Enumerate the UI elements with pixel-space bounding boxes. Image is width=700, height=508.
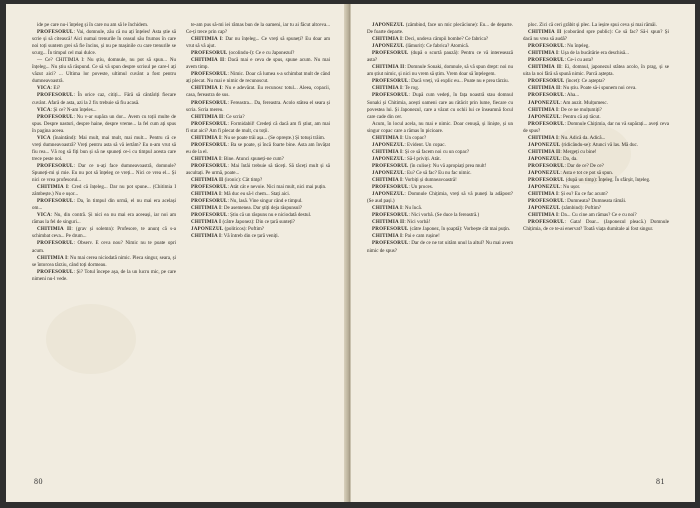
speaker-name: PROFESORUL bbox=[37, 198, 74, 205]
speaker-name: PROFESORUL bbox=[528, 177, 565, 184]
dialogue-line bbox=[523, 78, 669, 85]
speaker-name: PROFESORUL bbox=[191, 198, 228, 205]
dialogue-line bbox=[523, 170, 669, 177]
dialogue-line bbox=[32, 255, 176, 269]
dialogue-text: : Mă duc eu să-l chem... Stați aici. bbox=[221, 191, 291, 198]
dialogue-text: : Un proces. bbox=[408, 184, 434, 191]
dialogue-text: : Vai, domnule, zău că nu ați înțeles! Asta știe să scrie și să citească! Aici numai trenurile în ceasul său frumos în care noi toți suntem grei să fie încins, și nu pe mașinile cu care trenurile se scurg... În timpul cel mai dulce. bbox=[32, 29, 176, 57]
speaker-name: CHITIMIA II bbox=[528, 148, 561, 155]
dialogue-line bbox=[186, 57, 330, 71]
right-page bbox=[350, 4, 695, 502]
dialogue-text: : Nu. Adică da. Adică... bbox=[558, 134, 606, 141]
dialogue-line bbox=[32, 163, 176, 184]
dialogue-line bbox=[367, 149, 513, 156]
speaker-name: JAPONEZUL bbox=[191, 226, 224, 233]
speaker-name: JAPONEZUL bbox=[528, 141, 561, 148]
dialogue-text: : Dacă mai e ceva de spus, spune acum. Nu mai avem timp. bbox=[186, 57, 330, 71]
speaker-name: PROFESORUL bbox=[372, 92, 409, 99]
dialogue-text: : Mai întâi trebuie să tăceți. Să tăceți mult și să ascultați. Pe urmă, poate... bbox=[186, 162, 330, 176]
dialogue-line bbox=[186, 205, 330, 212]
speaker-name: PROFESORUL bbox=[528, 219, 565, 226]
speaker-name: JAPONEZUL bbox=[528, 184, 561, 191]
dialogue-line bbox=[32, 22, 176, 29]
dialogue-text: : De ce ne mulțumiți? bbox=[558, 106, 602, 113]
dialogue-text: : Ei, domnul, japonezul stătea acolo, în prag, și se uita la noi fără să spună nimic. Parcă aștepta. bbox=[523, 64, 669, 78]
speaker-name: CHITIMIA II bbox=[528, 64, 562, 71]
page-number-right: 81 bbox=[656, 477, 665, 486]
speaker-name: JAPONEZUL bbox=[528, 169, 561, 176]
dialogue-text: : Deci, undeva câmpii bombe? Ce fabrica? bbox=[402, 36, 489, 43]
dialogue-line bbox=[523, 163, 669, 170]
speaker-name: PROFESORUL bbox=[191, 162, 228, 169]
dialogue-text: : Nu mai cerea niciodată nimic. Pleca singur, seara, și se întorcea târziu, când toți dormeau. bbox=[32, 254, 176, 268]
speaker-name: CHITIMIA I bbox=[372, 134, 403, 141]
dialogue-text: (ocolindu-l): Ce e cu Japonezul? bbox=[227, 50, 295, 57]
speaker-name: PROFESORUL bbox=[372, 50, 409, 57]
speaker-name: CHITIMIA II bbox=[191, 113, 224, 120]
dialogue-text: : Și eu? Eu ce fac acum? bbox=[558, 191, 608, 198]
dialogue-line bbox=[367, 156, 513, 163]
dialogue-line bbox=[32, 212, 176, 226]
dialogue-text: : Să-l priviți. Atât. bbox=[404, 155, 441, 162]
dialogue-text: : Ei? bbox=[50, 85, 61, 92]
dialogue-line bbox=[367, 170, 513, 177]
speaker-name: JAPONEZUL bbox=[372, 43, 405, 50]
speaker-name: CHITIMIA I bbox=[372, 205, 403, 212]
dialogue-line bbox=[186, 85, 330, 99]
speaker-name: PROFESORUL bbox=[191, 212, 228, 219]
speaker-name: VICA bbox=[37, 85, 51, 92]
speaker-name: PROFESORUL bbox=[528, 162, 565, 169]
dialogue-line bbox=[523, 22, 669, 29]
dialogue-line bbox=[186, 226, 330, 233]
dialogue-line bbox=[186, 71, 330, 85]
speaker-name: CHITIMIA I bbox=[372, 177, 403, 184]
dialogue-text: : Domnule Chițimia, vreți să vă puneți la adăpost? (Se aud pași.) bbox=[367, 191, 513, 205]
speaker-name: JAPONEZUL bbox=[528, 113, 561, 120]
dialogue-line bbox=[523, 92, 669, 99]
dialogue-text: : Nu ușor. bbox=[560, 184, 581, 191]
dialogue-text: : În orice caz, citiți... Fără să cântăriți fiecare cuvânt. Afară de asta, azi la 2 fix trebuie să fiu acasă. bbox=[32, 92, 176, 106]
speaker-name: PROFESORUL bbox=[528, 120, 565, 127]
dialogue-text: : Și ce? N-am înțeles... bbox=[50, 106, 97, 113]
speaker-name: PROFESORUL bbox=[191, 141, 228, 148]
dialogue-line bbox=[186, 50, 330, 57]
speaker-name: VICA bbox=[37, 106, 51, 113]
speaker-name: JAPONEZUL bbox=[528, 155, 561, 162]
speaker-name: VICA bbox=[37, 134, 51, 141]
right-page-columns bbox=[367, 22, 669, 464]
speaker-name: PROFESORUL bbox=[191, 71, 228, 78]
dialogue-text: (încet): Ce aștepta? bbox=[564, 78, 605, 85]
dialogue-line bbox=[186, 156, 330, 163]
dialogue-text: (coborând spre public): Ce să fac? Să-i spun? Și dacă nu vrea să audă? bbox=[523, 29, 669, 43]
speaker-name: VICA bbox=[37, 212, 51, 219]
dialogue-line bbox=[367, 50, 513, 64]
speaker-name: CHITIMIA I bbox=[528, 212, 559, 219]
dialogue-text: : Da, da. bbox=[560, 155, 578, 162]
speaker-name: CHITIMIA I bbox=[372, 233, 403, 240]
dialogue-line bbox=[32, 92, 176, 106]
dialogue-text: : Un copac? bbox=[402, 134, 427, 141]
dialogue-text: : Eu? Ce să fac? Eu nu fac nimic. bbox=[404, 169, 472, 176]
dialogue-line bbox=[367, 226, 513, 233]
dialogue-line bbox=[186, 121, 330, 135]
dialogue-line bbox=[523, 85, 669, 92]
page-number-left: 80 bbox=[34, 477, 43, 486]
dialogue-line bbox=[32, 240, 176, 254]
dialogue-text: : Nu v-ar supăra un dor... Avem cu toții multe de spus. Despre nasturi, despre haine, despre vreme... la fel cum ați spus în pagina aceea. bbox=[32, 113, 176, 134]
dialogue-line bbox=[523, 219, 669, 233]
dialogue-text: : Nu se poate trăi așa... (Se oprește.) Și totuși trăim. bbox=[221, 134, 326, 141]
dialogue-text: : Și? Totul începe așa, de la un lucru mic, pe care nimeni nu-l vede. bbox=[32, 268, 176, 282]
dialogue-line bbox=[523, 205, 669, 212]
dialogue-text: Acum, în locul acela, nu mai e nimic. Doar cenușă, și liniște, și un singur copac care a rămas în picioare. bbox=[367, 120, 513, 134]
speaker-name: PROFESORUL bbox=[37, 92, 74, 99]
dialogue-line bbox=[32, 107, 176, 114]
dialogue-line bbox=[523, 156, 669, 163]
speaker-name: CHITIMIA I bbox=[191, 219, 222, 226]
speaker-name: JAPONEZUL bbox=[372, 191, 405, 198]
left-page-columns bbox=[32, 22, 330, 464]
dialogue-text: te-am pus să-mi iei rămas bun de la oameni, iar tu ai făcut altceva... Ce-ți trece prin cap? bbox=[186, 22, 330, 36]
dialogue-line bbox=[367, 78, 513, 85]
dialogue-line bbox=[367, 64, 513, 78]
speaker-name: CHITIMIA II bbox=[528, 29, 562, 36]
dialogue-text: : Dar ce n-ați face dumneavoastră, domnule? Spuneți-mi și mie. Eu nu pot să înțeleg ce vreți... Nici ce vrea el... Și nici ce vrea profesorul... bbox=[32, 162, 176, 184]
dialogue-text: (după o scurtă pauză): Pentru ce vă interesează asta? bbox=[367, 50, 513, 64]
dialogue-text: : Atât cât e nevoie. Nici mai mult, nici mai puțin. bbox=[227, 184, 327, 191]
speaker-name: PROFESORUL bbox=[191, 184, 228, 191]
speaker-name: CHITIMIA I bbox=[191, 85, 222, 92]
dialogue-line bbox=[523, 135, 669, 142]
dialogue-text: : Gata! Doar... (Japonezul pleacă.) Domnule Chițimia, de ce te-ai enervat? Toată viața dumitale ai fost singur. bbox=[523, 219, 669, 233]
dialogue-text: : Nici vorbă. (Se duce la fereastră.) bbox=[408, 212, 480, 219]
dialogue-text: : Dar de ce ne tot uităm unul la altul? Nu mai avem nimic de spus? bbox=[367, 240, 513, 254]
speaker-name: PROFESORUL bbox=[372, 162, 409, 169]
dialogue-text: : Formidabil! Credeți că dacă am fi știut, am mai fi stat aici? Am fi plecat de mult, cu toții. bbox=[186, 120, 330, 134]
speaker-name: CHITIMIA I bbox=[372, 85, 403, 92]
dialogue-line bbox=[523, 107, 669, 114]
dialogue-line bbox=[367, 212, 513, 219]
speaker-name: CHITIMIA II bbox=[37, 226, 72, 233]
dialogue-text: : Vă întreb din ce țară veniți. bbox=[221, 233, 279, 240]
dialogue-text: : Vorbiți și dumneavoastră! bbox=[402, 177, 457, 184]
left-page bbox=[6, 4, 347, 502]
dialogue-text: ide pe care nu-i înțeleg și în care nu am să le închidem. bbox=[37, 22, 149, 28]
dialogue-text: : Observ. E ceva nou? Nimic nu te poate opri acum. bbox=[32, 240, 176, 254]
dialogue-line bbox=[367, 191, 513, 205]
dialogue-text: : Știu că un răspuns nu e niciodată destul. bbox=[227, 212, 312, 219]
dialogue-text: : Domnule Sonaki, domnule, să vă spun drept: noi nu am știut nimic, și nici nu vrem să știm. Vrem doar să înțelegem. bbox=[367, 64, 513, 78]
dialogue-line bbox=[367, 92, 513, 120]
speaker-name: JAPONEZUL bbox=[528, 205, 561, 212]
dialogue-line bbox=[523, 57, 669, 64]
dialogue-line bbox=[32, 135, 176, 163]
speaker-name: PROFESORUL bbox=[37, 162, 74, 169]
dialogue-text: : Nu e adevărat. Eu recunosc totul... Aleea, copacii, casa, fereastra de sus. bbox=[186, 85, 330, 99]
dialogue-line bbox=[186, 198, 330, 205]
dialogue-text: (politicos): Poftim? bbox=[223, 226, 265, 233]
speaker-name: PROFESORUL bbox=[372, 212, 409, 219]
dialogue-text: : Da... Cu cine am rămas? Ce e cu noi? bbox=[558, 212, 637, 219]
dialogue-text: : Evident. Un copac. bbox=[404, 141, 446, 148]
speaker-name: PROFESORUL bbox=[37, 268, 74, 275]
dialogue-line bbox=[32, 57, 176, 85]
dialogue-text: : (grav și solemn): Profesore, te anunț că s-a schimbat ceva... Pe drum... bbox=[32, 226, 176, 240]
dialogue-text: (către Japonez, în șoaptă): Vorbește cât mai puțin. bbox=[408, 226, 511, 233]
speaker-name: JAPONEZUL bbox=[372, 141, 405, 148]
dialogue-text: : Cred că înțeleg... Dar nu pot spune... (Chitimia I zâmbește.) Nu e ușor... bbox=[32, 184, 176, 198]
dialogue-text: : Ce scria? bbox=[223, 113, 245, 120]
dialogue-line bbox=[32, 114, 176, 135]
right-column-2 bbox=[523, 22, 669, 464]
dialogue-text: (după un timp): Înțeleg. În sfârșit, înțeleg. bbox=[564, 177, 651, 184]
dialogue-line bbox=[523, 121, 669, 135]
dialogue-line bbox=[186, 100, 330, 114]
dialogue-line bbox=[186, 22, 330, 36]
dialogue-line bbox=[32, 198, 176, 212]
speaker-name: PROFESORUL bbox=[37, 240, 74, 247]
speaker-name: PROFESORUL bbox=[372, 78, 409, 85]
dialogue-line bbox=[367, 233, 513, 240]
dialogue-line bbox=[32, 269, 176, 283]
speaker-name: PROFESORUL bbox=[372, 226, 409, 233]
dialogue-text: (în culise): Nu vă apropiați prea mult! bbox=[408, 162, 487, 169]
dialogue-text: : Dar de ce? De ce? bbox=[564, 162, 604, 169]
speaker-name: CHITIMIA I bbox=[191, 205, 222, 212]
dialogue-text: : Pai e cam rușine! bbox=[402, 233, 440, 240]
dialogue-line bbox=[186, 135, 330, 142]
dialogue-text: (zâmbind, face un mic plecăciune): Eu... de departe. De foarte departe. bbox=[367, 22, 513, 36]
dialogue-line bbox=[523, 50, 669, 57]
dialogue-line bbox=[367, 240, 513, 254]
dialogue-text: : Pentru că ați tăcut. bbox=[560, 113, 601, 120]
dialogue-text: (zâmbind): Poftim? bbox=[560, 205, 602, 212]
speaker-name: JAPONEZUL bbox=[528, 99, 561, 106]
speaker-name: JAPONEZUL bbox=[372, 22, 405, 28]
speaker-name: CHITIMIA I bbox=[191, 134, 222, 141]
dialogue-text: : Fereastra... Da, fereastra. Acolo stătea el seara și scria. Scria mereu. bbox=[186, 99, 330, 113]
dialogue-line bbox=[523, 177, 669, 184]
dialogue-line bbox=[523, 142, 669, 149]
speaker-name: PROFESORUL bbox=[191, 50, 228, 57]
dialogue-line bbox=[186, 184, 330, 191]
speaker-name: PROFESORUL bbox=[37, 29, 74, 36]
dialogue-text: : Nimic. Doar că lumea s-a schimbat mult de când ați plecat. Nu mai e nimic de recunoscut. bbox=[186, 71, 330, 85]
dialogue-line bbox=[523, 64, 669, 78]
dialogue-text: (către Japonez): Din ce țară sunteți? bbox=[221, 219, 295, 226]
dialogue-line bbox=[523, 149, 669, 156]
dialogue-line bbox=[367, 22, 513, 36]
left-column-1 bbox=[32, 22, 176, 464]
dialogue-text: : Nici vorbă! bbox=[404, 219, 431, 226]
dialogue-text: (ridicându-se): Atunci vă las. Mă duc. bbox=[560, 141, 639, 148]
speaker-name: PROFESORUL bbox=[528, 78, 565, 85]
speaker-name: CHITIMIA I bbox=[191, 191, 222, 198]
speaker-name: PROFESORUL bbox=[372, 184, 409, 191]
speaker-name: CHITIMIA I bbox=[528, 191, 559, 198]
dialogue-text: : Dacă vreți, vă explic eu... Poate nu e prea târziu. bbox=[408, 78, 509, 85]
speaker-name: CHITIMIA I bbox=[372, 36, 403, 43]
dialogue-text: : Și ce să facem noi cu un copac? bbox=[402, 148, 470, 155]
speaker-name: PROFESORUL bbox=[528, 57, 565, 64]
speaker-name: CHITIMIA I bbox=[528, 134, 559, 141]
speaker-name: CHITIMIA I bbox=[528, 106, 559, 113]
dialogue-line bbox=[523, 100, 669, 107]
dialogue-text: : După cum vedeți, în fața noastră stau domnul Sonaki și Chitimia, acești oameni care au rătăcit prin lume, fiecare cu povestea lui. Și Japonezul, care a văzut cu ochii lui ce înseamnă focul care cade din cer. bbox=[367, 92, 513, 120]
speaker-name: CHITIMIA II bbox=[372, 64, 405, 71]
dialogue-line bbox=[367, 135, 513, 142]
dialogue-text: : Da, în timpul din urmă, el nu mai era același om... bbox=[32, 198, 176, 212]
speaker-name: JAPONEZUL bbox=[372, 155, 405, 162]
speaker-name: PROFESORUL bbox=[191, 120, 228, 127]
speaker-name: CHITIMIA I bbox=[37, 184, 69, 191]
dialogue-line bbox=[523, 114, 669, 121]
dialogue-text: (ironic): Cât timp? bbox=[223, 177, 263, 184]
dialogue-line bbox=[367, 142, 513, 149]
dialogue-text: : Nu, lasă. Vine singur când e timpul. bbox=[227, 198, 303, 205]
dialogue-text: ploc. Zici că ceri grâbit și plec. La ieșire spui ceva și mai rămâi. bbox=[528, 22, 657, 28]
dialogue-text: : Ba se poate, și încă foarte bine. Asta am învățat eu de la el. bbox=[186, 141, 330, 155]
dialogue-text: : Ușa de la bucătărie era deschisă... bbox=[558, 50, 629, 57]
speaker-name: CHITIMIA I bbox=[191, 36, 222, 43]
speaker-name: CHITIMIA I bbox=[191, 233, 222, 240]
speaker-name: CHITIMIA II bbox=[372, 219, 405, 226]
left-column-2 bbox=[186, 22, 330, 464]
dialogue-text: : Bine. Atunci spuneți-ne cum? bbox=[221, 155, 284, 162]
dialogue-line bbox=[186, 233, 330, 240]
dialogue-line bbox=[186, 163, 330, 177]
dialogue-text: : Dumneata? Dumneata rămâi. bbox=[564, 198, 627, 205]
dialogue-line bbox=[32, 184, 176, 198]
dialogue-text: : Nu, din contră. Și nici ea nu mai era aceeași, iar noi am rămas la fel de singuri... bbox=[32, 212, 176, 226]
dialogue-text: : Nu înțeleg. bbox=[564, 43, 590, 50]
speaker-name: CHITIMIA I bbox=[372, 148, 403, 155]
dialogue-text: : Nu știu. Poate să-i spunem noi ceva. bbox=[560, 85, 637, 92]
speaker-name: PROFESORUL bbox=[372, 240, 409, 247]
dialogue-line bbox=[32, 29, 176, 57]
dialogue-line bbox=[186, 142, 330, 156]
speaker-name: PROFESORUL bbox=[528, 43, 565, 50]
right-column-1 bbox=[367, 22, 513, 464]
speaker-name: PROFESORUL bbox=[528, 92, 565, 99]
dialogue-text: : Te rog. bbox=[402, 85, 419, 92]
dialogue-line bbox=[186, 177, 330, 184]
dialogue-line bbox=[367, 184, 513, 191]
dialogue-line bbox=[523, 43, 669, 50]
speaker-name: CHITIMIA II bbox=[528, 85, 561, 92]
speaker-name: CHITIMIA I bbox=[528, 50, 559, 57]
dialogue-text: — Ce? CHITIMIA I: Nu știu, domnule, nu pot să spun... Nu înțeleg... Nu știu să răspund. Ce să vă spun despre scrisul pe care-l ați văzut aici? ... Ultima lor poveste, ultimul cuvânt a fost pentru dumneavoastră. bbox=[32, 57, 176, 85]
dialogue-text: : Aha... bbox=[564, 92, 580, 99]
dialogue-line bbox=[367, 163, 513, 170]
speaker-name: PROFESORUL bbox=[528, 198, 565, 205]
dialogue-text: : Dar nu înțeleg... Ce vreți să spuneți? Eu doar am vrut să vă ajut. bbox=[186, 36, 330, 50]
dialogue-text: (lămurit): Ce fabrica? Atomică. bbox=[404, 43, 469, 50]
dialogue-line bbox=[186, 36, 330, 50]
dialogue-text: : Am auzit. Mulțumesc. bbox=[560, 99, 608, 106]
dialogue-text: : Nu încă. bbox=[402, 205, 422, 212]
dialogue-line bbox=[32, 226, 176, 240]
dialogue-text: : Domnule Chițimia, dar nu vă supărați... aveți ceva de spus? bbox=[523, 120, 669, 134]
speaker-name: CHITIMIA I bbox=[191, 155, 222, 162]
dialogue-text: : Mergeți cu bine! bbox=[560, 148, 597, 155]
speaker-name: CHITIMIA II bbox=[191, 57, 225, 64]
dialogue-text: : De asemenea. Dar știți deja răspunsul? bbox=[221, 205, 303, 212]
dialogue-line bbox=[186, 191, 330, 198]
speaker-name: JAPONEZUL bbox=[372, 169, 405, 176]
dialogue-line bbox=[523, 29, 669, 43]
dialogue-line bbox=[367, 121, 513, 135]
dialogue-line bbox=[523, 191, 669, 198]
dialogue-line bbox=[186, 114, 330, 121]
dialogue-text: (înaintând): Mai mult, mai mult, mai mult... Pentru că ce vreți dumneavoastră? Vreți pentru asta să vă iertăm? Eu n-am vrut să fiu rea... Vă rog să fiți bun și să ne spuneți ce-i cu timpul acesta care trece peste noi. bbox=[32, 134, 176, 162]
dialogue-line bbox=[367, 177, 513, 184]
speaker-name: CHITIMIA II bbox=[191, 177, 224, 184]
speaker-name: PROFESORUL bbox=[191, 99, 228, 106]
speaker-name: PROFESORUL bbox=[37, 113, 74, 120]
speaker-name: CHITIMIA I bbox=[37, 254, 68, 261]
dialogue-text: : Asta e tot ce pot să spun. bbox=[560, 169, 614, 176]
dialogue-text: : Ce-i cu asta? bbox=[564, 57, 594, 64]
